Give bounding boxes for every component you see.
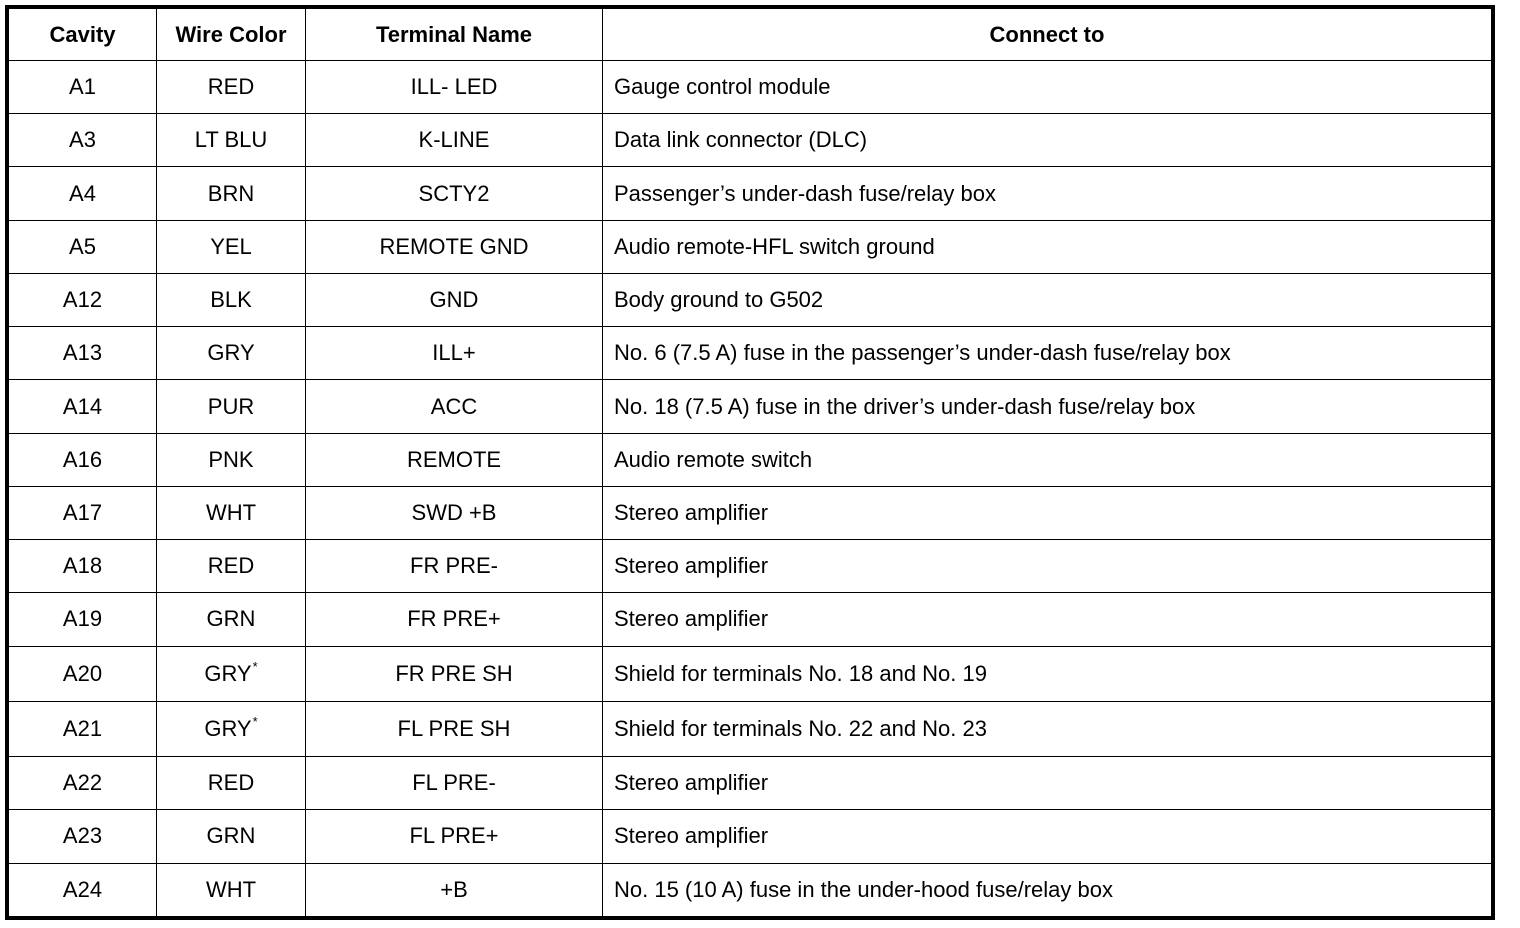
wire-color-cell — [157, 646, 306, 701]
table-row — [9, 863, 1492, 916]
table-row — [9, 433, 1492, 486]
connect-to-cell: No. 15 (10 A) fuse in the under-hood fuse/relay box — [603, 863, 1492, 916]
wire-color-text: WHT — [205, 876, 257, 902]
table-row — [9, 327, 1492, 380]
cavity-cell: A20 — [9, 646, 157, 701]
header-terminal-name: Terminal Name — [306, 9, 603, 61]
cavity-cell: A13 — [9, 327, 157, 380]
wire-color-cell — [157, 757, 306, 810]
wire-color-text: GRN — [206, 606, 256, 632]
terminal-name-cell: FL PRE- — [306, 757, 603, 810]
connector-table-frame — [5, 5, 1495, 920]
connect-to-cell: Passenger’s under-dash fuse/relay box — [603, 167, 1492, 220]
cavity-cell: A19 — [9, 593, 157, 646]
wire-color-text: YEL — [210, 233, 252, 259]
terminal-name-cell: FL PRE+ — [306, 810, 603, 863]
cavity-cell: A16 — [9, 433, 157, 486]
wire-color-text: GRN — [206, 823, 256, 849]
wire-color-text: LT BLU — [194, 127, 268, 153]
terminal-name-cell: FR PRE SH — [306, 646, 603, 701]
connect-to-cell: No. 6 (7.5 A) fuse in the passenger’s under-dash fuse/relay box — [603, 327, 1492, 380]
table-row — [9, 810, 1492, 863]
wire-color-cell — [157, 701, 306, 756]
cavity-cell: A24 — [9, 863, 157, 916]
cavity-cell: A18 — [9, 540, 157, 593]
table-row — [9, 540, 1492, 593]
connect-to-cell: Audio remote-HFL switch ground — [603, 220, 1492, 273]
table-row — [9, 61, 1492, 114]
connect-to-cell: Stereo amplifier — [603, 593, 1492, 646]
cavity-cell: A3 — [9, 114, 157, 167]
terminal-name-cell: FL PRE SH — [306, 701, 603, 756]
connect-to-cell: Shield for terminals No. 18 and No. 19 — [603, 646, 1492, 701]
terminal-name-cell: FR PRE+ — [306, 593, 603, 646]
header-cavity: Cavity — [9, 9, 157, 61]
wire-color-text: PNK — [208, 446, 254, 472]
wire-color-text: WHT — [205, 499, 257, 525]
terminal-name-cell: GND — [306, 273, 603, 326]
cavity-cell: A14 — [9, 380, 157, 433]
wire-color-cell — [157, 220, 306, 273]
wire-color-text: PUR — [207, 393, 255, 419]
wire-color-text: GRY — [204, 660, 252, 686]
wire-color-text: GRY — [204, 715, 252, 741]
table-row — [9, 220, 1492, 273]
connect-to-cell: No. 18 (7.5 A) fuse in the driver’s under-dash fuse/relay box — [603, 380, 1492, 433]
wire-color-text: RED — [207, 553, 255, 579]
wire-color-cell — [157, 863, 306, 916]
wire-color-cell — [157, 593, 306, 646]
cavity-cell: A1 — [9, 61, 157, 114]
wire-color-cell — [157, 433, 306, 486]
terminal-name-cell: ACC — [306, 380, 603, 433]
cavity-cell: A12 — [9, 273, 157, 326]
terminal-name-cell: ILL+ — [306, 327, 603, 380]
connect-to-cell: Stereo amplifier — [603, 810, 1492, 863]
wire-color-cell — [157, 167, 306, 220]
table-row — [9, 486, 1492, 539]
wire-color-text: BLK — [210, 287, 252, 313]
table-row — [9, 380, 1492, 433]
connect-to-cell: Stereo amplifier — [603, 486, 1492, 539]
table-row — [9, 167, 1492, 220]
wire-color-cell — [157, 810, 306, 863]
connect-to-cell: Body ground to G502 — [603, 273, 1492, 326]
table-row — [9, 273, 1492, 326]
wire-color-cell — [157, 486, 306, 539]
table-row — [9, 593, 1492, 646]
wire-color-cell — [157, 273, 306, 326]
terminal-name-cell: FR PRE- — [306, 540, 603, 593]
header-connect-to: Connect to — [603, 9, 1492, 61]
terminal-name-cell: K-LINE — [306, 114, 603, 167]
cavity-cell: A4 — [9, 167, 157, 220]
connect-to-cell: Stereo amplifier — [603, 757, 1492, 810]
wire-color-cell — [157, 114, 306, 167]
wire-color-text: RED — [207, 74, 255, 100]
wire-color-text: GRY — [207, 340, 255, 366]
header-wire-color: Wire Color — [157, 9, 306, 61]
terminal-name-cell: REMOTE GND — [306, 220, 603, 273]
table-row — [9, 701, 1492, 756]
terminal-name-cell: SWD +B — [306, 486, 603, 539]
connect-to-cell: Gauge control module — [603, 61, 1492, 114]
connect-to-cell: Shield for terminals No. 22 and No. 23 — [603, 701, 1492, 756]
wire-color-cell — [157, 540, 306, 593]
terminal-name-cell: SCTY2 — [306, 167, 603, 220]
table-row — [9, 114, 1492, 167]
wire-color-cell — [157, 380, 306, 433]
connector-pinout-table — [8, 8, 1492, 917]
footnote-mark: * — [252, 658, 258, 674]
wire-color-cell — [157, 327, 306, 380]
cavity-cell: A17 — [9, 486, 157, 539]
footnote-mark: * — [252, 713, 258, 729]
cavity-cell: A5 — [9, 220, 157, 273]
table-header-row — [9, 9, 1492, 61]
wire-color-cell — [157, 61, 306, 114]
table-body — [9, 61, 1492, 917]
table-row — [9, 646, 1492, 701]
cavity-cell: A22 — [9, 757, 157, 810]
terminal-name-cell: ILL- LED — [306, 61, 603, 114]
connect-to-cell: Audio remote switch — [603, 433, 1492, 486]
cavity-cell: A23 — [9, 810, 157, 863]
terminal-name-cell: REMOTE — [306, 433, 603, 486]
table-row — [9, 757, 1492, 810]
cavity-cell: A21 — [9, 701, 157, 756]
wire-color-text: RED — [207, 770, 255, 796]
connect-to-cell: Stereo amplifier — [603, 540, 1492, 593]
terminal-name-cell: +B — [306, 863, 603, 916]
connect-to-cell: Data link connector (DLC) — [603, 114, 1492, 167]
wire-color-text: BRN — [207, 180, 255, 206]
